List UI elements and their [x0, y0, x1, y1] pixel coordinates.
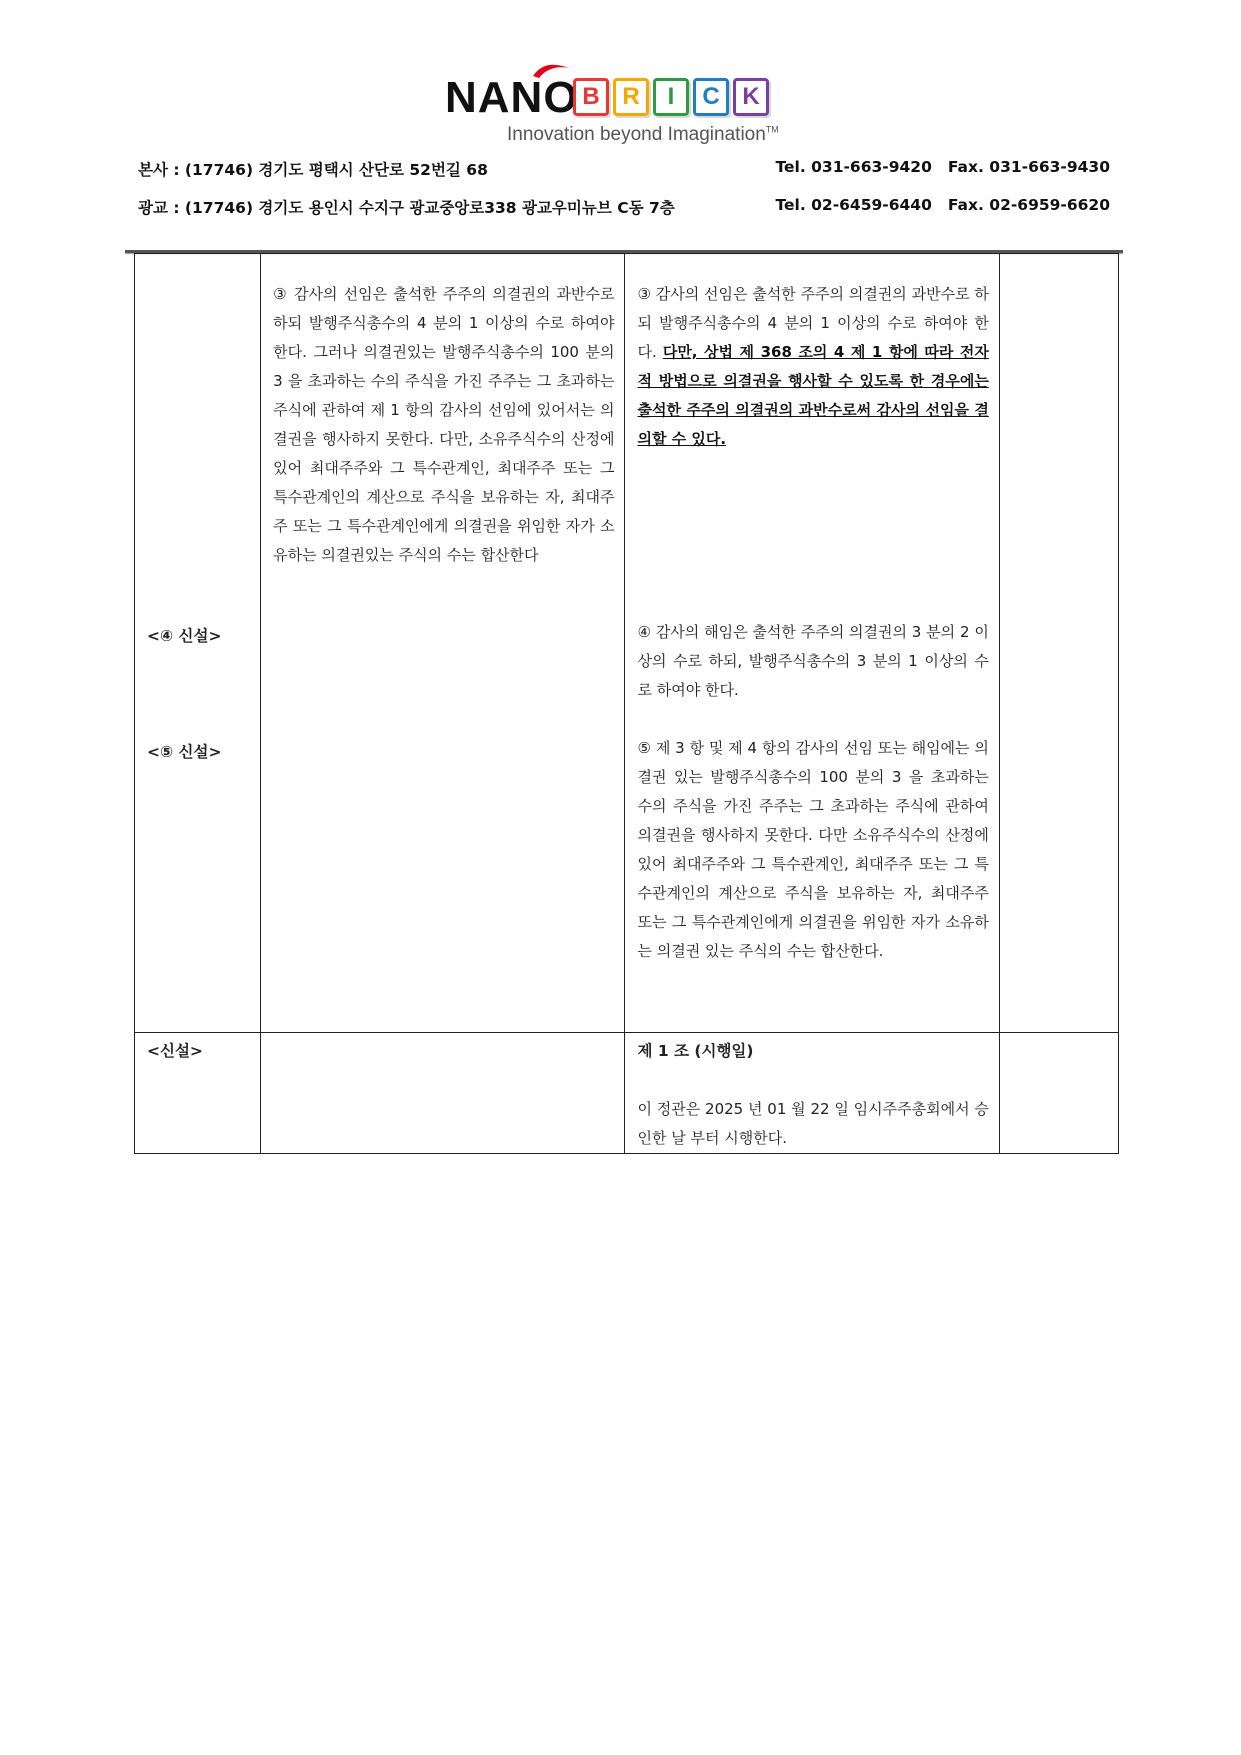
remarks-cell	[999, 1033, 1118, 1154]
remarks-cell	[999, 254, 1118, 1033]
table-row	[135, 1033, 1119, 1154]
gwanggyo-address: 광교 : (17746) 경기도 용인시 수지구 광교중앙로338 광교우미뉴브 C동 7층	[138, 199, 675, 217]
logo-brick-c: C	[693, 78, 729, 116]
logo-brick-b: B	[573, 78, 609, 116]
table-row	[135, 254, 1119, 1033]
proposed-text-cell	[625, 1033, 999, 1154]
proposed-clause-3-text: ③ 감사의 선임은 출석한 주주의 의결권의 과반수로 하되 발행주식총수의 4 분의 1 이상의 수로 하여야 한다.	[637, 285, 989, 361]
logo-tagline: Innovation beyond Imagination™	[507, 124, 779, 145]
current-clause-3: ③ 감사의 선임은 출석한 주주의 의결권의 과반수로 하되 발행주식총수의 4 분의 1 이상의 수로 하여야 한다. 그러나 의결권있는 발행주식총수의 100 분의 3 을 초과하는 수의 주식을 가진 주주는 그 초과하는 주식에 관하여 제 1 항의 감사의 선임에 있어서는 의결권을 행사하지 못한다. 다만, 소유주식수의 산정에 있어 최대주주와 그 특수관계인, 최대주주 또는 그 특수관계인의 계산으로 주식을 보유하는 자, 최대주주 또는 그 특수관계인에게 의결권을 위임한 자가 소유하는 의결권있는 주식의 수는 합산한다	[273, 285, 615, 564]
logo-brick-r: R	[613, 78, 649, 116]
gwanggyo-fax: Fax. 02-6959-6620	[947, 196, 1110, 214]
proposed-clause-3-amendment: 다만, 상법 제 368 조의 4 제 1 항에 따라 전자적 방법으로 의결권을 행사할 수 있도록 한 경우에는 출석한 주주의 의결권의 과반수로써 감사의 선임을 결의할 수 있다.	[637, 343, 989, 448]
company-logo	[445, 58, 805, 148]
new-article-label: <신설>	[147, 1042, 203, 1060]
proposed-clause-4: ④ 감사의 해임은 출석한 주주의 의결권의 3 분의 2 이상의 수로 하되, 발행주식총수의 3 분의 1 이상의 수로 하여야 한다.	[637, 623, 989, 699]
logo-bricks	[573, 78, 769, 116]
gwanggyo-tel: Tel. 02-6459-6440	[775, 196, 932, 214]
label-cell	[135, 254, 261, 1033]
hq-address-line	[138, 158, 1110, 180]
effective-date-article-title: 제 1 조 (시행일)	[637, 1042, 754, 1060]
articles-comparison-table	[134, 253, 1119, 1154]
new-clause-5-label: <⑤ 신설>	[147, 743, 222, 761]
hq-tel: Tel. 031-663-9420	[775, 158, 932, 176]
hq-address: 본사 : (17746) 경기도 평택시 산단로 52번길 68	[138, 161, 488, 179]
effective-date-article-body: 이 정관은 2025 년 01 월 22 일 임시주주총회에서 승인한 날 부터 시행한다.	[637, 1100, 989, 1147]
proposed-text-cell	[625, 254, 999, 1033]
current-text-cell	[261, 254, 625, 1033]
gwanggyo-address-line	[138, 196, 1110, 218]
logo-brick-i: I	[653, 78, 689, 116]
new-clause-4-label: <④ 신설>	[147, 627, 222, 645]
label-cell	[135, 1033, 261, 1154]
logo-brick-k: K	[733, 78, 769, 116]
logo-swoosh-icon	[531, 60, 571, 80]
trademark-mark: TM	[765, 124, 779, 135]
logo-nano-text: NANO	[445, 73, 579, 122]
hq-fax: Fax. 031-663-9430	[947, 158, 1110, 176]
proposed-clause-5: ⑤ 제 3 항 및 제 4 항의 감사의 선임 또는 해임에는 의결권 있는 발행주식총수의 100 분의 3 을 초과하는 수의 주식을 가진 주주는 그 초과하는 주식에 관하여 의결권을 행사하지 못한다. 다만 소유주식수의 산정에 있어 최대주주와 그 특수관계인, 최대주주 또는 그 특수관계인의 계산으로 주식을 보유하는 자, 최대주주 또는 그 특수관계인에게 의결권을 위임한 자가 소유하는 의결권 있는 주식의 수는 합산한다.	[637, 739, 989, 960]
proposed-clause-3	[625, 254, 998, 454]
current-text-cell	[261, 1033, 625, 1154]
